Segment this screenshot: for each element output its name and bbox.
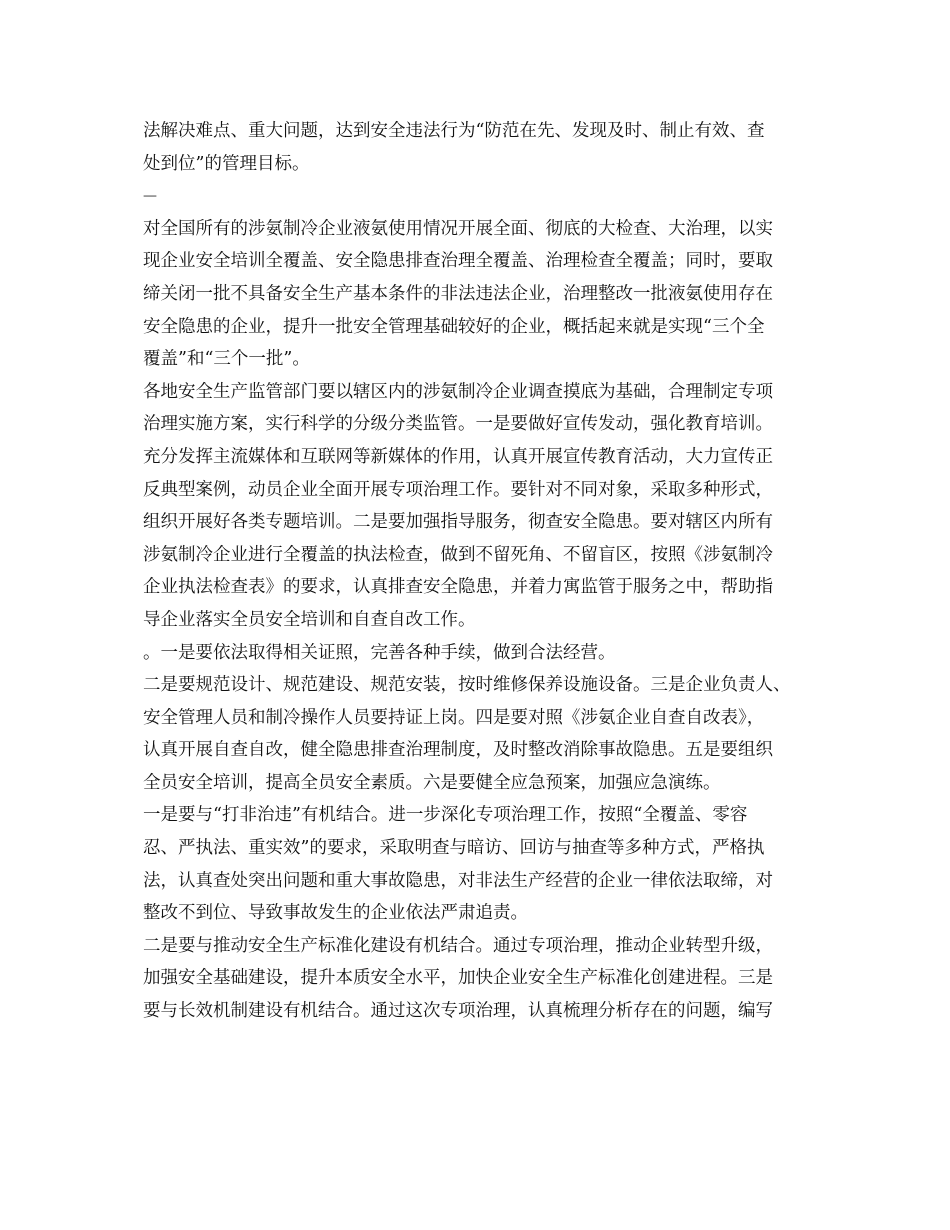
text-line: 一是要与“打非治违”有机结合。进一步深化专项治理工作，按照“全覆盖、零容 — [143, 805, 748, 826]
section-divider: — — [143, 188, 157, 205]
text-line: 二是要与推动安全生产标准化建设有机结合。通过专项治理，推动企业转型升级， — [143, 935, 773, 956]
text-line: 处到位”的管理目标。 — [143, 153, 310, 174]
text-line: 全员安全培训，提高全员安全素质。六是要健全应急预案，加强应急演练。 — [143, 772, 721, 793]
text-line: 加强安全基础建设，提升本质安全水平，加快企业安全生产标准化创建进程。三是 — [143, 968, 773, 989]
text-line: 安全隐患的企业，提升一批安全管理基础较好的企业，概括起来就是实现“三个全 — [143, 316, 765, 337]
text-line: 组织开展好各类专题培训。二是要加强指导服务，彻查安全隐患。要对辖区内所有 — [143, 512, 773, 533]
text-line: 认真开展自查自改，健全隐患排查治理制度，及时整改消除事故隐患。五是要组织 — [143, 740, 773, 761]
text-line: 现企业安全培训全覆盖、安全隐患排查治理全覆盖、治理检查全覆盖；同时，要取 — [143, 251, 773, 272]
text-line: 整改不到位、导致事故发生的企业依法严肃追责。 — [143, 903, 528, 924]
text-line: 。一是要依法取得相关证照，完善各种手续，做到合法经营。 — [143, 642, 616, 663]
text-line: 法，认真查处突出问题和重大事故隐患，对非法生产经营的企业一律依法取缔，对 — [143, 870, 773, 891]
document-body — [143, 115, 813, 1028]
text-line: 安全管理人员和制冷操作人员要持证上岗。四是要对照《涉氨企业自查自改表》， — [143, 707, 765, 728]
text-line: 反典型案例，动员企业全面开展专项治理工作。要针对不同对象，采取多种形式， — [143, 479, 773, 500]
text-line: 缔关闭一批不具备安全生产基本条件的非法违法企业，治理整改一批液氨使用存在 — [143, 283, 773, 304]
text-line: 要与长效机制建设有机结合。通过这次专项治理，认真梳理分析存在的问题，编写 — [143, 1001, 773, 1022]
text-line: 覆盖”和“三个一批”。 — [143, 349, 310, 370]
text-line: 法解决难点、重大问题，达到安全违法行为“防范在先、发现及时、制止有效、查 — [143, 121, 765, 141]
text-line: 对全国所有的涉氨制冷企业液氨使用情况开展全面、彻底的大检查、大治理，以实 — [143, 218, 773, 239]
text-line: 各地安全生产监管部门要以辖区内的涉氨制冷企业调查摸底为基础，合理制定专项 — [143, 381, 773, 402]
text-line: 企业执法检查表》的要求，认真排查安全隐患，并着力寓监管于服务之中，帮助指 — [143, 577, 773, 598]
text-line: 忍、严执法、重实效”的要求，采取明查与暗访、回访与抽查等多种方式，严格执 — [143, 838, 765, 859]
text-line: 导企业落实全员安全培训和自查自改工作。 — [143, 609, 476, 630]
text-line: 涉氨制冷企业进行全覆盖的执法检查，做到不留死角、不留盲区，按照《涉氨制冷 — [143, 544, 773, 565]
text-line: 治理实施方案，实行科学的分级分类监管。一是要做好宣传发动，强化教育培训。 — [143, 414, 773, 435]
text-line: 二是要规范设计、规范建设、规范安装，按时维修保养设施设备。三是企业负责人、 — [143, 675, 791, 696]
text-line: 充分发挥主流媒体和互联网等新媒体的作用，认真开展宣传教育活动，大力宣传正 — [143, 446, 773, 467]
